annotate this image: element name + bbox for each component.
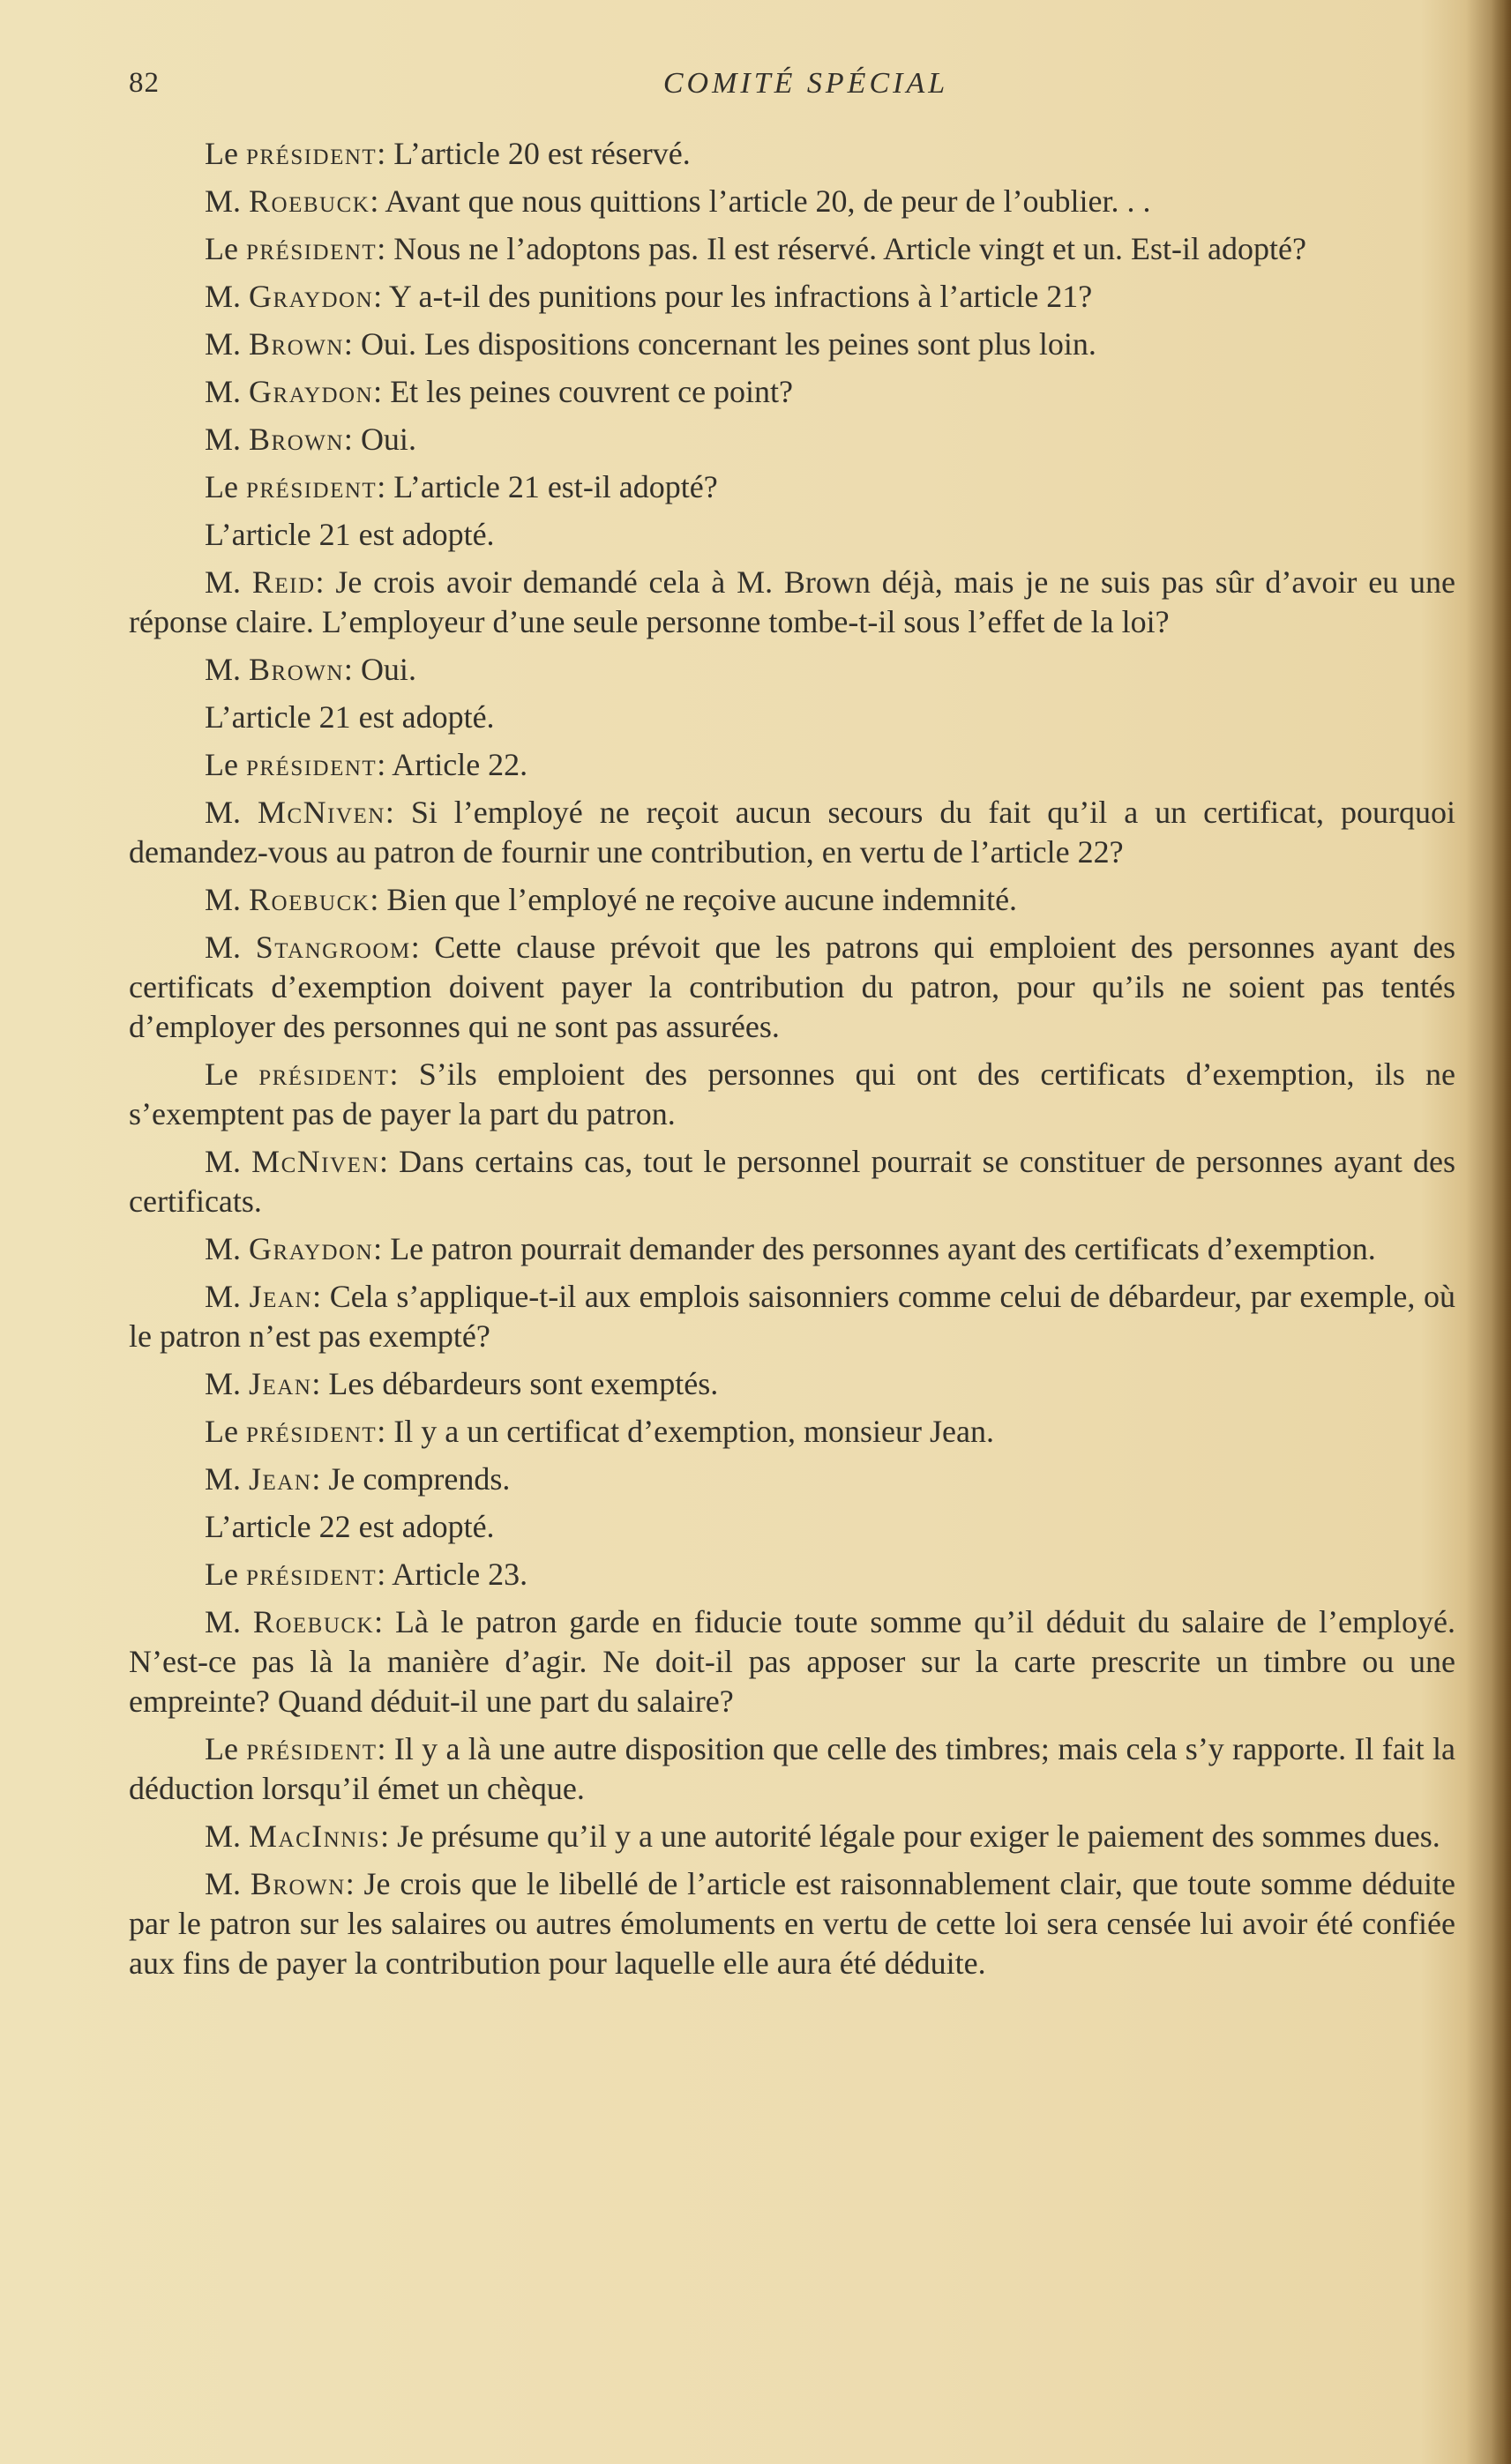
speaker-name: MacInnis — [249, 1818, 381, 1854]
transcript-paragraph — [129, 372, 1455, 412]
speaker-prefix: M. — [205, 1604, 253, 1639]
speaker-separator: : — [345, 1866, 364, 1901]
speaker-name: Roebuck — [252, 1604, 375, 1639]
speaker-separator: : — [377, 136, 394, 171]
transcript-paragraph — [129, 1729, 1455, 1809]
paragraph-text: Y a-t-il des punitions pour les infractions à l’article 21? — [388, 279, 1093, 314]
speaker-name: président — [246, 1731, 378, 1766]
speaker-prefix: Le — [205, 1731, 247, 1766]
speaker-name: président — [245, 136, 378, 171]
paragraph-text: Avant que nous quittions l’article 20, de peur de l’oublier. . . — [385, 183, 1151, 219]
paragraph-text: Bien que l’employé ne reçoive aucune indemnité. — [386, 882, 1018, 917]
speaker-name: Reid — [251, 564, 316, 600]
speaker-name: Brown — [249, 326, 344, 362]
transcript-paragraph — [129, 1602, 1455, 1721]
speaker-name: Roebuck — [249, 882, 370, 917]
speaker-separator: : — [370, 882, 387, 917]
transcript-paragraph — [129, 420, 1455, 459]
paragraph-text: Je crois avoir demandé cela à M. Brown déjà, mais je ne suis pas sûr d’avoir eu une réponse claire. L’employeur d’une seule personne tombe-t-il sous l’effet de la loi? — [129, 564, 1455, 639]
transcript-paragraph — [129, 1277, 1455, 1356]
speaker-separator: : — [377, 1557, 393, 1592]
speaker-separator: : — [385, 795, 411, 830]
speaker-prefix: M. — [205, 1279, 250, 1314]
speaker-prefix: Le — [205, 136, 246, 171]
transcript-paragraph — [129, 325, 1455, 364]
paragraph-text: Là le patron garde en fiducie toute somme qu’il déduit du salaire de l’employé. N’est-ce pas là la manière d’agir. Ne doit-il pas apposer sur la carte prescrite un timbre ou une empreinte? Quand déduit-il une part du salaire? — [129, 1604, 1455, 1719]
speaker-separator: : — [377, 469, 394, 504]
speaker-name: Brown — [249, 652, 344, 687]
speaker-prefix: Le — [205, 1057, 259, 1092]
speaker-name: président — [245, 1557, 378, 1592]
speaker-name: Jean — [249, 1366, 312, 1401]
transcript-paragraph — [129, 182, 1455, 221]
paragraph-text: Il y a là une autre disposition que celle des timbres; mais cela s’y rapporte. Il fait la déduction lorsqu’il émet un chèque. — [129, 1731, 1455, 1806]
paragraph-text: L’article 21 est-il adopté? — [393, 469, 718, 504]
speaker-separator: : — [377, 747, 393, 782]
speaker-name: Stangroom — [255, 930, 411, 965]
speaker-prefix: Le — [205, 469, 246, 504]
speaker-name: Jean — [249, 1279, 313, 1314]
speaker-separator: : — [311, 1366, 329, 1401]
speaker-prefix: M. — [205, 564, 252, 600]
speaker-separator: : — [374, 1604, 395, 1639]
speaker-prefix: M. — [205, 1144, 252, 1179]
transcript-paragraph — [129, 134, 1455, 174]
paragraph-text: Cela s’applique-t-il aux emplois saisonniers comme celui de débardeur, par exemple, où le patron n’est pas exempté? — [129, 1279, 1455, 1354]
speaker-separator: : — [379, 1144, 400, 1179]
transcript-paragraph — [129, 1229, 1455, 1269]
speaker-name: McNiven — [257, 795, 385, 830]
speaker-name: président — [245, 1414, 378, 1449]
speaker-separator: : — [315, 564, 336, 600]
speaker-prefix: Le — [205, 747, 246, 782]
transcript-paragraph — [129, 1412, 1455, 1452]
speaker-name: président — [245, 747, 378, 782]
transcript-paragraph — [129, 793, 1455, 872]
paragraph-text: Article 22. — [392, 747, 528, 782]
speaker-prefix: M. — [205, 422, 250, 457]
speaker-prefix: M. — [205, 1461, 250, 1497]
running-title: COMITÉ SPÉCIAL — [662, 67, 949, 100]
transcript-paragraph — [129, 515, 1455, 555]
paragraph-text: L’article 20 est réservé. — [393, 136, 691, 171]
speaker-separator: : — [373, 374, 391, 409]
speaker-prefix: M. — [205, 930, 256, 965]
speaker-prefix: Le — [205, 231, 246, 266]
speaker-name: Graydon — [249, 374, 374, 409]
speaker-name: président — [245, 469, 378, 504]
transcript-paragraph — [129, 229, 1455, 269]
paragraph-text: L’article 22 est adopté. — [205, 1509, 495, 1544]
paragraph-text: Je comprends. — [328, 1461, 511, 1497]
speaker-name: président — [258, 1057, 390, 1092]
transcript-paragraph — [129, 467, 1455, 507]
transcript-paragraph — [129, 928, 1455, 1047]
speaker-prefix: M. — [205, 326, 250, 362]
speaker-prefix: Le — [205, 1414, 246, 1449]
transcript-paragraph — [129, 1364, 1455, 1404]
speaker-separator: : — [311, 1461, 329, 1497]
speaker-name: Brown — [249, 422, 344, 457]
speaker-prefix: M. — [205, 1818, 250, 1854]
speaker-name: Graydon — [249, 279, 374, 314]
speaker-separator: : — [312, 1279, 330, 1314]
transcript-paragraph — [129, 745, 1455, 785]
speaker-name: McNiven — [251, 1144, 380, 1179]
paragraph-text: L’article 21 est adopté. — [205, 517, 495, 552]
transcript-paragraph — [129, 563, 1455, 642]
speaker-prefix: M. — [205, 183, 250, 219]
paragraph-text: Et les peines couvrent ce point? — [390, 374, 794, 409]
speaker-prefix: M. — [205, 652, 250, 687]
speaker-separator: : — [389, 1057, 419, 1092]
speaker-prefix: M. — [205, 882, 250, 917]
paragraph-text: Dans certains cas, tout le personnel pourrait se constituer de personnes ayant des certificats. — [129, 1144, 1455, 1219]
speaker-name: Jean — [249, 1461, 312, 1497]
page-edge-shadow — [1492, 0, 1511, 2464]
transcript-paragraph — [129, 698, 1455, 737]
transcript-paragraph — [129, 880, 1455, 920]
transcript-paragraph — [129, 1864, 1455, 1983]
paragraph-text: S’ils emploient des personnes qui ont des certificats d’exemption, ils ne s’exemptent pas de payer la part du patron. — [129, 1057, 1455, 1131]
speaker-separator: : — [410, 930, 435, 965]
speaker-prefix: M. — [205, 795, 258, 830]
speaker-separator: : — [373, 279, 389, 314]
paragraph-text: Oui. — [360, 422, 416, 457]
speaker-name: Brown — [250, 1866, 346, 1901]
transcript-body — [129, 134, 1455, 1991]
paragraph-text: Article 23. — [392, 1557, 528, 1592]
transcript-paragraph — [129, 1817, 1455, 1856]
transcript-paragraph — [129, 650, 1455, 690]
speaker-separator: : — [380, 1818, 398, 1854]
transcript-paragraph — [129, 1142, 1455, 1221]
paragraph-text: Nous ne l’adoptons pas. Il est réservé. Article vingt et un. Est-il adopté? — [393, 231, 1306, 266]
speaker-prefix: M. — [205, 1866, 251, 1901]
speaker-separator: : — [370, 183, 385, 219]
speaker-separator: : — [343, 326, 361, 362]
speaker-name: Roebuck — [249, 183, 370, 219]
paragraph-text: Je crois que le libellé de l’article est raisonnablement clair, que toute somme déduite par le patron sur les salaires ou autres émoluments en vertu de cette loi sera censée lui avoir été confiée aux fins de payer la contribution pour laquelle elle aura été déduite. — [129, 1866, 1455, 1981]
speaker-separator: : — [377, 1731, 394, 1766]
transcript-paragraph — [129, 277, 1455, 317]
transcript-paragraph — [129, 1555, 1455, 1594]
speaker-name: président — [245, 231, 378, 266]
page-number: 82 — [129, 67, 160, 99]
transcript-paragraph — [129, 1055, 1455, 1134]
paragraph-text: Je présume qu’il y a une autorité légale pour exiger le paiement des sommes dues. — [397, 1818, 1440, 1854]
speaker-separator: : — [343, 652, 361, 687]
paragraph-text: Si l’employé ne reçoit aucun secours du fait qu’il a un certificat, pourquoi demandez-vous au patron de fournir une contribution, en vertu de l’article 22? — [129, 795, 1455, 870]
speaker-separator: : — [373, 1231, 391, 1266]
speaker-prefix: M. — [205, 374, 250, 409]
speaker-prefix: M. — [205, 1231, 250, 1266]
paragraph-text: Le patron pourrait demander des personnes ayant des certificats d’exemption. — [390, 1231, 1376, 1266]
speaker-prefix: M. — [205, 279, 250, 314]
speaker-separator: : — [377, 1414, 394, 1449]
paragraph-text: Oui. Les dispositions concernant les peines sont plus loin. — [360, 326, 1096, 362]
speaker-prefix: Le — [205, 1557, 246, 1592]
page-header — [129, 67, 1483, 111]
speaker-separator: : — [377, 231, 394, 266]
paragraph-text: L’article 21 est adopté. — [205, 699, 495, 735]
paragraph-text: Il y a un certificat d’exemption, monsieur Jean. — [393, 1414, 994, 1449]
paragraph-text: Les débardeurs sont exemptés. — [328, 1366, 719, 1401]
paragraph-text: Oui. — [360, 652, 416, 687]
speaker-separator: : — [343, 422, 361, 457]
speaker-name: Graydon — [249, 1231, 374, 1266]
transcript-paragraph — [129, 1507, 1455, 1547]
transcript-paragraph — [129, 1460, 1455, 1499]
speaker-prefix: M. — [205, 1366, 250, 1401]
paragraph-text: Cette clause prévoit que les patrons qui emploient des personnes ayant des certificats d’exemption doivent payer la contribution du patron, pour qu’ils ne soient pas tentés d’employer des personnes qui ne sont pas assurées. — [129, 930, 1455, 1044]
